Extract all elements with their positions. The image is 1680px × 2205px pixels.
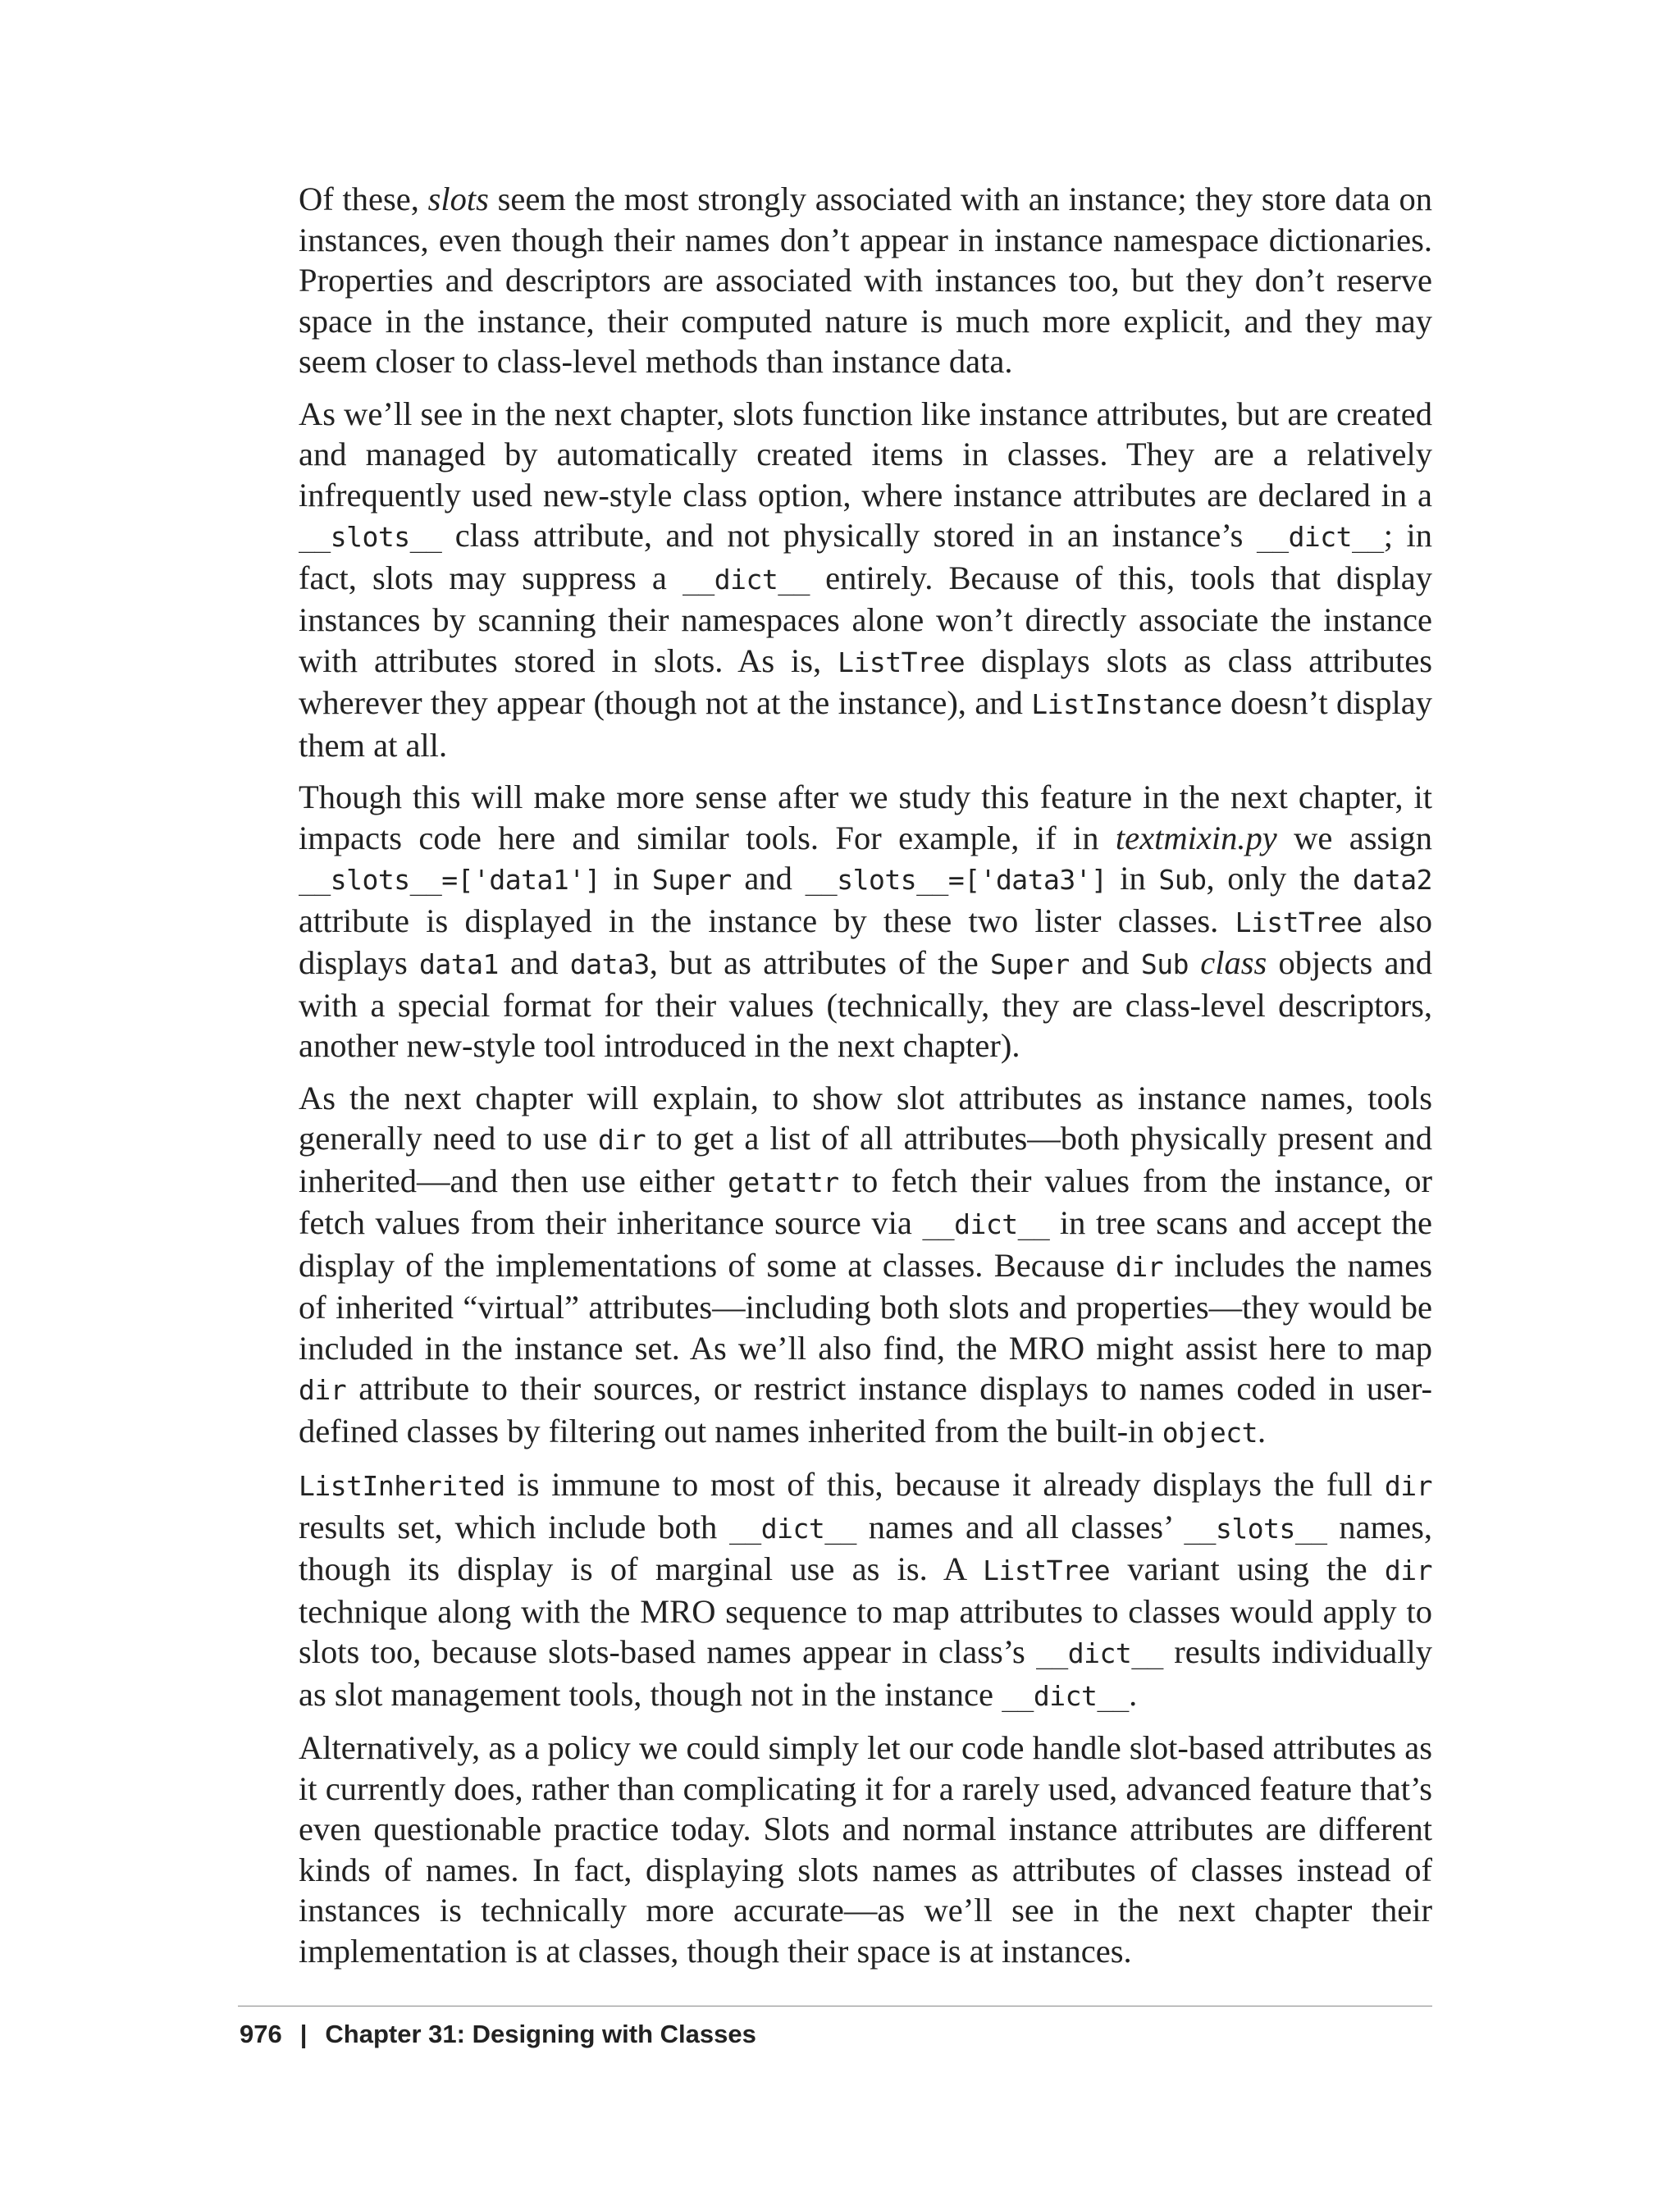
paragraph-1 <box>299 179 1432 382</box>
text-run: objects and with a special format for their values (technically, they are class-level descriptors, another new-style tool introduced in the next chapter). <box>299 944 1432 1064</box>
page-footer <box>240 2020 756 2049</box>
paragraph-3 <box>299 777 1432 1066</box>
text-run: , but as attributes of the <box>649 944 990 981</box>
text-run: Of these, <box>299 180 428 217</box>
text-run: entirely. Because of this, tools that display instances by scanning their namespaces alone won’t directly associate the instance with attributes stored in slots. As is, <box>299 559 1432 679</box>
inline-code: ListInherited <box>299 1470 505 1502</box>
text-run: in <box>1107 860 1159 897</box>
inline-code: ListTree <box>1235 906 1363 938</box>
body-text <box>299 179 1432 1983</box>
text-run: Though this will make more sense after we study this feature in the next chapter, it impacts code here and similar tools. For example, if in <box>299 778 1432 856</box>
inline-code: ListTree <box>838 646 966 678</box>
inline-code: __dict__ <box>922 1208 1050 1240</box>
paragraph-5 <box>299 1464 1432 1716</box>
inline-code: data2 <box>1353 864 1432 896</box>
text-run: to get a list of all attributes—both physically present and inherited—and then use either <box>299 1120 1432 1199</box>
inline-code: Sub <box>1158 864 1207 896</box>
inline-code: dir <box>598 1124 646 1156</box>
text-run: As we’ll see in the next chapter, slots function like instance attributes, but are created and managed by automatically created items in classes. They are a relatively infrequently used new-style class option, where instance attributes are declared in a <box>299 395 1432 514</box>
text-run: . <box>1129 1675 1138 1713</box>
paragraph-6 <box>299 1728 1432 1971</box>
text-run: includes the names of inherited “virtual” attributes—including both slots and properties—they would be included in the instance set. As we’ll also find, the MRO might assist here to map <box>299 1246 1432 1367</box>
text-run: technique along with the MRO sequence to map attributes to classes would apply to slots too, because slots-based names appear in class’s <box>299 1592 1432 1670</box>
text-run: ; in fact, slots may suppress a <box>299 517 1432 596</box>
inline-code: ListInstance <box>1031 688 1222 720</box>
emphasis-text: slots <box>427 180 489 217</box>
inline-code: __slots__ <box>299 521 442 553</box>
text-run: and <box>731 860 806 897</box>
inline-code: __slots__=['data3'] <box>805 864 1107 896</box>
text-run: also displays <box>299 902 1432 981</box>
page-number: 976 <box>240 2020 282 2048</box>
inline-code: data3 <box>569 948 650 980</box>
text-run: As the next chapter will explain, to show slot attributes as instance names, tools generally need to use <box>299 1079 1432 1157</box>
text-run: and <box>498 944 570 981</box>
inline-code: __dict__ <box>1256 521 1384 553</box>
text-run: to fetch their values from the instance, or fetch values from their inheritance source via <box>299 1162 1432 1241</box>
inline-code: getattr <box>728 1166 839 1198</box>
paragraph-2 <box>299 394 1432 766</box>
text-run: . <box>1257 1412 1267 1449</box>
inline-code: Sub <box>1140 948 1189 980</box>
inline-code: __slots__ <box>1184 1512 1327 1545</box>
inline-code: object <box>1162 1416 1258 1449</box>
text-run: results set, which include both <box>299 1508 730 1545</box>
text-run: is immune to most of this, because it already displays the full <box>504 1466 1385 1503</box>
inline-code: __dict__ <box>1002 1679 1130 1712</box>
inline-code: ListTree <box>983 1554 1111 1586</box>
inline-code: __slots__=['data1'] <box>299 864 600 896</box>
inline-code: data1 <box>419 948 499 980</box>
text-run: names and all classes’ <box>856 1508 1185 1545</box>
text-run: in tree scans and accept the display of the implementations of some at classes. Because <box>299 1204 1432 1284</box>
text-run: attribute to their sources, or restrict instance displays to names coded in user-defined classes by filtering out names inherited from the built-in <box>299 1370 1432 1449</box>
text-run: class attribute, and not physically stored in an instance’s <box>441 517 1257 554</box>
paragraph-4 <box>299 1078 1432 1454</box>
text-run: names, though its display is of marginal use as is. A <box>299 1508 1432 1587</box>
text-run: attribute is displayed in the instance by these two lister classes. <box>299 902 1235 939</box>
inline-code: __dict__ <box>1036 1637 1163 1669</box>
text-run: and <box>1069 944 1141 981</box>
inline-code: __dict__ <box>682 563 810 596</box>
text-run: results individually as slot management tools, though not in the instance <box>299 1633 1432 1713</box>
emphasis-text: class <box>1200 944 1267 981</box>
text-run: we assign <box>1276 819 1432 856</box>
inline-code: Super <box>989 948 1070 980</box>
text-run <box>1189 944 1200 981</box>
text-run: seem the most strongly associated with an instance; they store data on instances, even though their names don’t appear in instance namespace dictionaries. Properties and descriptors are associated with instances too, but they don’t reserve space in the instance, their computed nature is much more explicit, and they may seem closer to class-level methods than instance data. <box>299 180 1432 380</box>
text-run: Alternatively, as a policy we could simply let our code handle slot-based attributes as it currently does, rather than complicating it for a rarely used, advanced feature that’s even questionable practice today. Slots and normal instance attributes are different kinds of names. In fact, displaying slots names as attributes of classes instead of instances is technically more accurate—as we’ll see in the next chapter their implementation is at classes, though their space is at instances. <box>299 1729 1432 1970</box>
emphasis-text: textmixin.py <box>1115 819 1277 856</box>
inline-code: dir <box>1384 1554 1432 1586</box>
text-run: variant using the <box>1110 1550 1385 1587</box>
text-run: doesn’t display them at all. <box>299 684 1432 764</box>
inline-code: dir <box>299 1374 347 1406</box>
chapter-title: Chapter 31: Designing with Classes <box>325 2020 756 2048</box>
text-run: displays slots as class attributes wherever they appear (though not at the instance), and <box>299 641 1432 721</box>
footer-separator: | <box>299 2020 308 2048</box>
inline-code: Super <box>651 864 732 896</box>
inline-code: dir <box>1116 1250 1164 1283</box>
text-run: , only the <box>1206 860 1354 897</box>
text-run: in <box>600 860 652 897</box>
inline-code: dir <box>1384 1470 1432 1502</box>
inline-code: __dict__ <box>729 1512 856 1545</box>
